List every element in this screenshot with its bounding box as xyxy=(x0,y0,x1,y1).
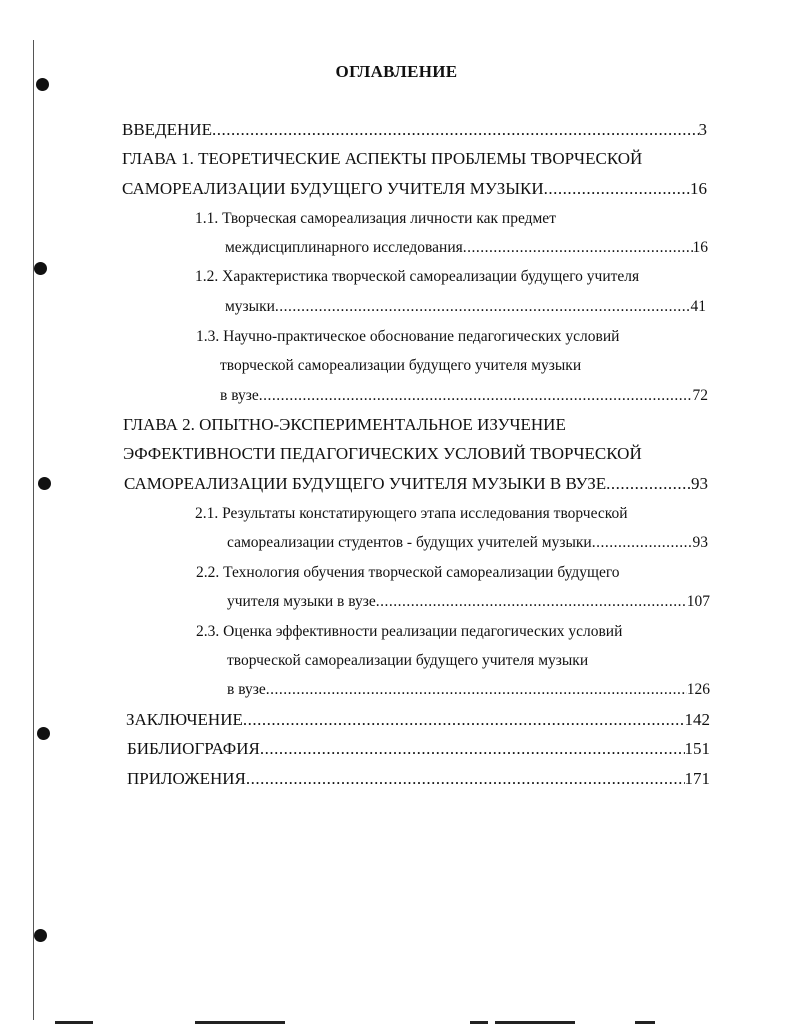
toc-leader-dots xyxy=(544,176,690,202)
toc-entry-section-2-1 xyxy=(227,530,708,556)
scan-artifact xyxy=(195,1021,285,1024)
toc-page-number: 93 xyxy=(692,534,708,551)
toc-section-1-1-title: 1.1. Творческая самореализация личности как предмет xyxy=(195,210,556,227)
toc-chapter-1-title: ГЛАВА 1. ТЕОРЕТИЧЕСКИЕ АСПЕКТЫ ПРОБЛЕМЫ ТВОРЧЕСКОЙ xyxy=(122,149,643,168)
toc-leader-dots xyxy=(463,235,693,261)
toc-section-1-3-title-cont: творческой самореализации будущего учителя музыки xyxy=(220,357,582,374)
toc-section-2-2-title: 2.2. Технология обучения творческой самореализации будущего xyxy=(196,564,620,581)
page-title: ОГЛАВЛЕНИЕ xyxy=(335,62,458,81)
toc-entry-chapter-2 xyxy=(124,471,708,497)
toc-entry-conclusion xyxy=(126,707,710,733)
toc-leader-dots xyxy=(243,707,685,733)
toc-entry-section-2-3 xyxy=(227,677,710,703)
toc-chapter-2-title: ГЛАВА 2. ОПЫТНО-ЭКСПЕРИМЕНТАЛЬНОЕ ИЗУЧЕНИЕ xyxy=(123,415,566,434)
toc-entry-section-1-3 xyxy=(220,383,708,409)
toc-page-number: 41 xyxy=(690,298,706,315)
toc-entry-label: САМОРЕАЛИЗАЦИИ БУДУЩЕГО УЧИТЕЛЯ МУЗЫКИ В ВУЗЕ xyxy=(124,474,607,493)
toc-entry-label: ВВЕДЕНИЕ xyxy=(122,120,212,139)
toc-chapter-2-title-cont: ЭФФЕКТИВНОСТИ ПЕДАГОГИЧЕСКИХ УСЛОВИЙ ТВОРЧЕСКОЙ xyxy=(123,444,642,463)
toc-page-number: 151 xyxy=(684,739,710,758)
toc-entry-section-1-1 xyxy=(225,235,708,261)
toc-page-number: 72 xyxy=(692,387,708,404)
margin-line xyxy=(33,40,34,1020)
toc-entry-label: учителя музыки в вузе xyxy=(227,593,376,610)
scan-artifact xyxy=(635,1021,655,1024)
toc-leader-dots xyxy=(592,530,693,556)
toc-page-number: 126 xyxy=(686,681,710,698)
binder-hole-mark xyxy=(38,477,51,490)
binder-hole-mark xyxy=(37,727,50,740)
scan-artifact xyxy=(495,1021,575,1024)
toc-section-1-3-title: 1.3. Научно-практическое обоснование педагогических условий xyxy=(196,328,620,345)
toc-page-number: 3 xyxy=(698,120,707,139)
toc-section-2-3-title: 2.3. Оценка эффективности реализации педагогических условий xyxy=(196,623,623,640)
toc-entry-label: музыки xyxy=(225,298,275,315)
toc-leader-dots xyxy=(266,677,687,703)
binder-hole-mark xyxy=(34,262,47,275)
toc-entry-label: самореализации студентов - будущих учителей музыки xyxy=(227,534,592,551)
toc-page-number: 142 xyxy=(684,710,710,729)
toc-leader-dots xyxy=(212,117,699,143)
toc-page-number: 16 xyxy=(690,179,707,198)
toc-entry-label: ПРИЛОЖЕНИЯ xyxy=(127,769,246,788)
toc-entry-label: БИБЛИОГРАФИЯ xyxy=(127,739,260,758)
toc-entry-label: САМОРЕАЛИЗАЦИИ БУДУЩЕГО УЧИТЕЛЯ МУЗЫКИ xyxy=(122,179,544,198)
toc-entry-label: в вузе xyxy=(227,681,266,698)
toc-page-number: 16 xyxy=(692,239,708,256)
scan-artifact xyxy=(55,1021,93,1024)
scan-artifact xyxy=(470,1021,488,1024)
toc-entry-section-2-2 xyxy=(227,589,710,615)
toc-section-2-1-title: 2.1. Результаты констатирующего этапа исследования творческой xyxy=(195,505,628,522)
toc-entry-introduction xyxy=(122,117,707,143)
toc-entry-appendix xyxy=(127,766,710,792)
toc-entry-chapter-1 xyxy=(122,176,707,202)
toc-section-2-3-title-cont: творческой самореализации будущего учителя музыки xyxy=(227,652,589,669)
toc-leader-dots xyxy=(376,589,687,615)
toc-leader-dots xyxy=(275,294,691,320)
toc-page-number: 93 xyxy=(691,474,708,493)
toc-entry-section-1-2 xyxy=(225,294,706,320)
toc-page-number: 107 xyxy=(686,593,710,610)
toc-section-1-2-title: 1.2. Характеристика творческой самореализации будущего учителя xyxy=(195,268,640,285)
toc-entry-label: ЗАКЛЮЧЕНИЕ xyxy=(126,710,243,729)
toc-leader-dots xyxy=(260,736,685,762)
toc-entry-label: междисциплинарного исследования xyxy=(225,239,463,256)
toc-entry-bibliography xyxy=(127,736,710,762)
toc-leader-dots xyxy=(246,766,685,792)
toc-leader-dots xyxy=(606,471,691,497)
binder-hole-mark xyxy=(34,929,47,942)
toc-leader-dots xyxy=(259,383,693,409)
toc-page-number: 171 xyxy=(684,769,710,788)
toc-entry-label: в вузе xyxy=(220,387,259,404)
